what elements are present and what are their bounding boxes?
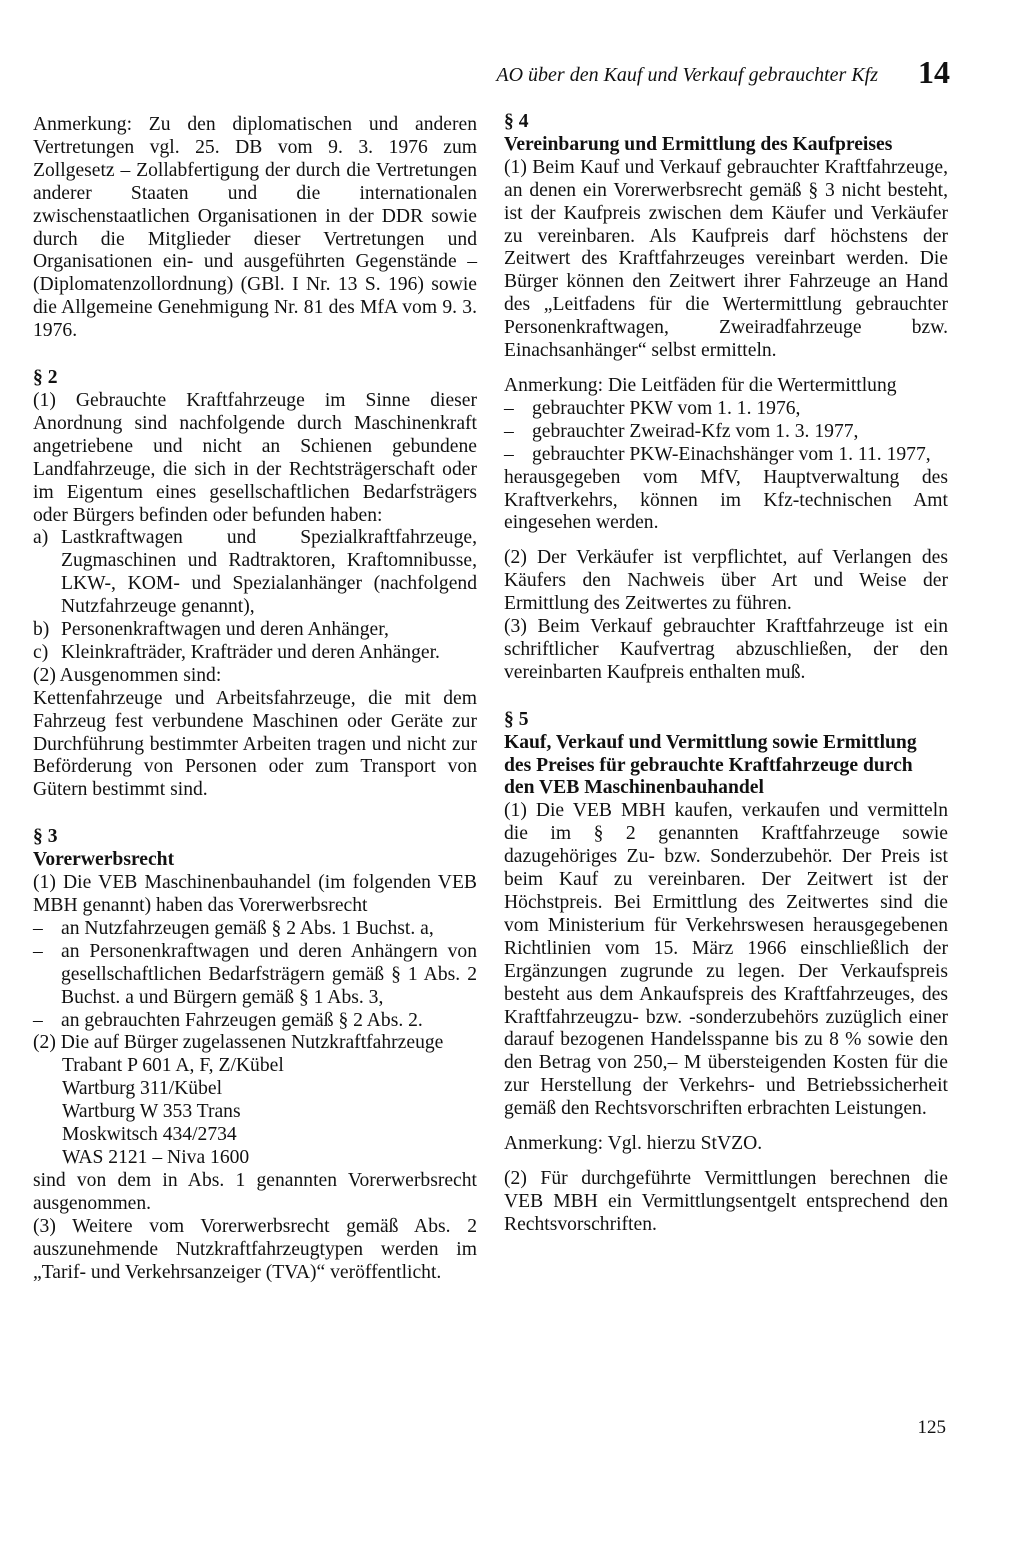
note-diplomatic: Anmerkung: Zu den diplomatischen und anderen Vertretungen vgl. 25. DB vom 9. 3. 1976 zum Zollgesetz – Zollabfertigung der durch die Vertretungen anderer Staaten und die internationalen zwischenstaatlichen Organisationen in der DDR sowie durch die Mitglieder dieser Vertretungen und Organisationen ein- und ausgeführten Gegenstände – (Diplomatenzollordnung) (GBl. I Nr. 13 S. 196) sowie die Allgemeine Genehmigung Nr. 81 des MfA vom 9. 3. 1976.: [33, 114, 477, 342]
section-4-note: [504, 375, 948, 535]
section-3-para-2: (2) Die auf Bürger zugelassenen Nutzkraftfahrzeuge: [33, 1032, 444, 1054]
vehicle-type: Moskwitsch 434/2734: [62, 1124, 237, 1146]
list-mark: b): [33, 619, 50, 641]
running-header: [470, 52, 950, 96]
dash-item: – gebrauchter PKW-Einachshänger vom 1. 11. 1977,: [504, 444, 948, 467]
list-text: Personenkraftwagen und deren Anhänger,: [61, 619, 389, 641]
page-number: 125: [917, 1417, 946, 1438]
header-title: AO über den Kauf und Verkauf gebrauchter Kfz: [496, 64, 878, 86]
section-3-para-2-end: sind von dem in Abs. 1 genannten Vorerwerbsrecht ausgenommen.: [33, 1169, 477, 1214]
list-item: [33, 619, 477, 642]
chapter-number: 14: [918, 54, 950, 90]
section-4-para-3: (3) Beim Verkauf gebrauchter Kraftfahrzeuge ist ein schriftlicher Kaufvertrag abzuschließen, der den vereinbarten Kaufpreis enthalten muß.: [504, 616, 948, 683]
list-mark: c): [33, 641, 49, 663]
section-2: [33, 367, 477, 802]
list-mark: a): [33, 527, 49, 549]
list-text: Lastkraftwagen und Spezialkraftfahrzeuge, Zugmaschinen und Radtraktoren, Kraftomnibusse, LKW-, KOM- und Spezialanhänger (nachfolgend Nutzfahrzeuge genannt),: [61, 527, 477, 618]
dash-item: – an Nutzfahrzeugen gemäß § 2 Abs. 1 Buchst. a,: [33, 918, 477, 941]
vehicle-type: Wartburg 311/Kübel: [62, 1078, 223, 1100]
section-2-para-2-body: Kettenfahrzeuge und Arbeitsfahrzeuge, die mit dem Fahrzeug fest verbundene Maschinen oder Geräte zur Durchführung bestimmter Arbeiten tragen und nicht zur Beförderung von Personen oder zum Transport von Gütern bestimmt sind.: [33, 687, 477, 801]
right-column: [504, 111, 948, 1237]
section-3-heading: § 3: [33, 826, 58, 848]
section-2-heading: § 2: [33, 367, 58, 389]
note-dash-list: [504, 398, 948, 467]
dash-item: – gebrauchter Zweirad-Kfz vom 1. 3. 1977,: [504, 421, 948, 444]
note-head: Anmerkung: Die Leitfäden für die Wertermittlung: [504, 374, 897, 396]
dash-item: – an gebrauchten Fahrzeugen gemäß § 2 Abs. 2.: [33, 1010, 477, 1033]
section-4: [504, 111, 948, 685]
section-2-para-1: (1) Gebrauchte Kraftfahrzeuge im Sinne dieser Anordnung sind nachfolgende durch Maschinenkraft angetriebene und nicht an Schienen gebundene Landfahrzeuge, die sich in der Rechtsträgerschaft oder im Eigentum eines gesellschaftlichen Bedarfsträgers oder Bürgers befinden oder befunden haben:: [33, 389, 477, 526]
section-4-title: Vereinbarung und Ermittlung des Kaufpreises: [504, 133, 893, 155]
section-4-para-1: (1) Beim Kauf und Verkauf gebrauchter Kraftfahrzeuge, an denen ein Vorerwerbsrecht gemäß § 3 nicht besteht, ist der Kaufpreis zwischen dem Käufer und Verkäufer zu vereinbaren. Als Kaufpreis darf höchstens der Zeitwert des Kraftfahrzeuges vereinbart werden. Die Bürger können den Zeitwert ihrer Fahrzeuge an Hand des „Leitfadens für die Wertermittlung gebrauchter Personenkraftwagen, Zweiradfahrzeuge bzw. Einachsanhänger“ selbst ermitteln.: [504, 156, 948, 362]
section-4-para-2: (2) Der Verkäufer ist verpflichtet, auf Verlangen des Käufers den Nachweis über Art und Weise der Ermittlung des Zeitwertes zu führen.: [504, 547, 948, 615]
note-end: herausgegeben vom MfV, Hauptverwaltung des Kraftverkehrs, können im Kfz-technischen Amt eingesehen werden.: [504, 466, 948, 534]
dash-item: – an Personenkraftwagen und deren Anhängern von gesellschaftlichen Bedarfsträgern gemäß § 1 Abs. 2 Buchst. a und Bürgern gemäß § 1 Abs. 3,: [33, 941, 477, 1010]
list-item: [33, 642, 477, 665]
list-text: Kleinkrafträder, Krafträder und deren Anhänger.: [61, 641, 440, 663]
section-5-title: Kauf, Verkauf und Vermittlung sowie Ermittlung des Preises für gebrauchte Kraftfahrzeuge durch den VEB Maschinenbauhandel: [504, 731, 917, 799]
dash-item: – gebrauchter PKW vom 1. 1. 1976,: [504, 398, 948, 421]
section-3-title: Vorerwerbsrecht: [33, 849, 175, 871]
section-3: [33, 826, 477, 1284]
list-item: [33, 527, 477, 619]
vehicle-type: WAS 2121 – Niva 1600: [62, 1146, 250, 1168]
section-3-para-1: (1) Die VEB Maschinenbauhandel (im folgenden VEB MBH genannt) haben das Vorerwerbsrecht: [33, 872, 477, 916]
left-column: [33, 114, 477, 1284]
section-5: [504, 709, 948, 1237]
section-5-heading: § 5: [504, 708, 529, 730]
section-5-para-2: (2) Für durchgeführte Vermittlungen berechnen die VEB MBH ein Vermittlungsentgelt entsprechend den Rechtsvorschriften.: [504, 1167, 948, 1235]
section-2-list: [33, 527, 477, 664]
section-4-heading: § 4: [504, 111, 529, 132]
section-3-para-3: (3) Weitere vom Vorerwerbsrecht gemäß Abs. 2 auszunehmende Nutzkraftfahrzeugtypen werden im „Tarif- und Verkehrsanzeiger (TVA)“ veröffentlicht.: [33, 1215, 477, 1283]
section-5-note: Anmerkung: Vgl. hierzu StVZO.: [504, 1133, 763, 1155]
vehicle-type-list: [33, 1055, 477, 1170]
section-2-para-2-head: (2) Ausgenommen sind:: [33, 664, 222, 686]
section-5-para-1: (1) Die VEB MBH kaufen, verkaufen und vermitteln die im § 2 genannten Kraftfahrzeuge sowie dazugehöriges Zu- bzw. Sonderzubehör. Der Preis ist beim Kauf zu vereinbaren. Der Zeitwert ist der Höchstpreis. Bei Ermittlung des Zeitwertes sind die vom Ministerium für Verkehrswesen herausgegebenen Richtlinien vom 15. März 1966 einschließlich der Ergänzungen zugrunde zu legen. Der Verkaufspreis besteht aus dem Ankaufspreis des Kraftfahrzeuges, des Kraftfahrzeugzu- bzw. -sonderzubehörs zuzüglich einer darauf bezogenen Handelsspanne bis zu 8 % sowie den den Betrag von 250,– M übersteigenden Kosten für die zur Herstellung der Verkehrs- und Betriebssicherheit gemäß den Rechtsvorschriften erbrachten Leistungen.: [504, 800, 948, 1120]
vehicle-type: Wartburg W 353 Trans: [62, 1101, 241, 1123]
section-3-dash-list: [33, 918, 477, 1033]
vehicle-type: Trabant P 601 A, F, Z/Kübel: [62, 1055, 284, 1077]
